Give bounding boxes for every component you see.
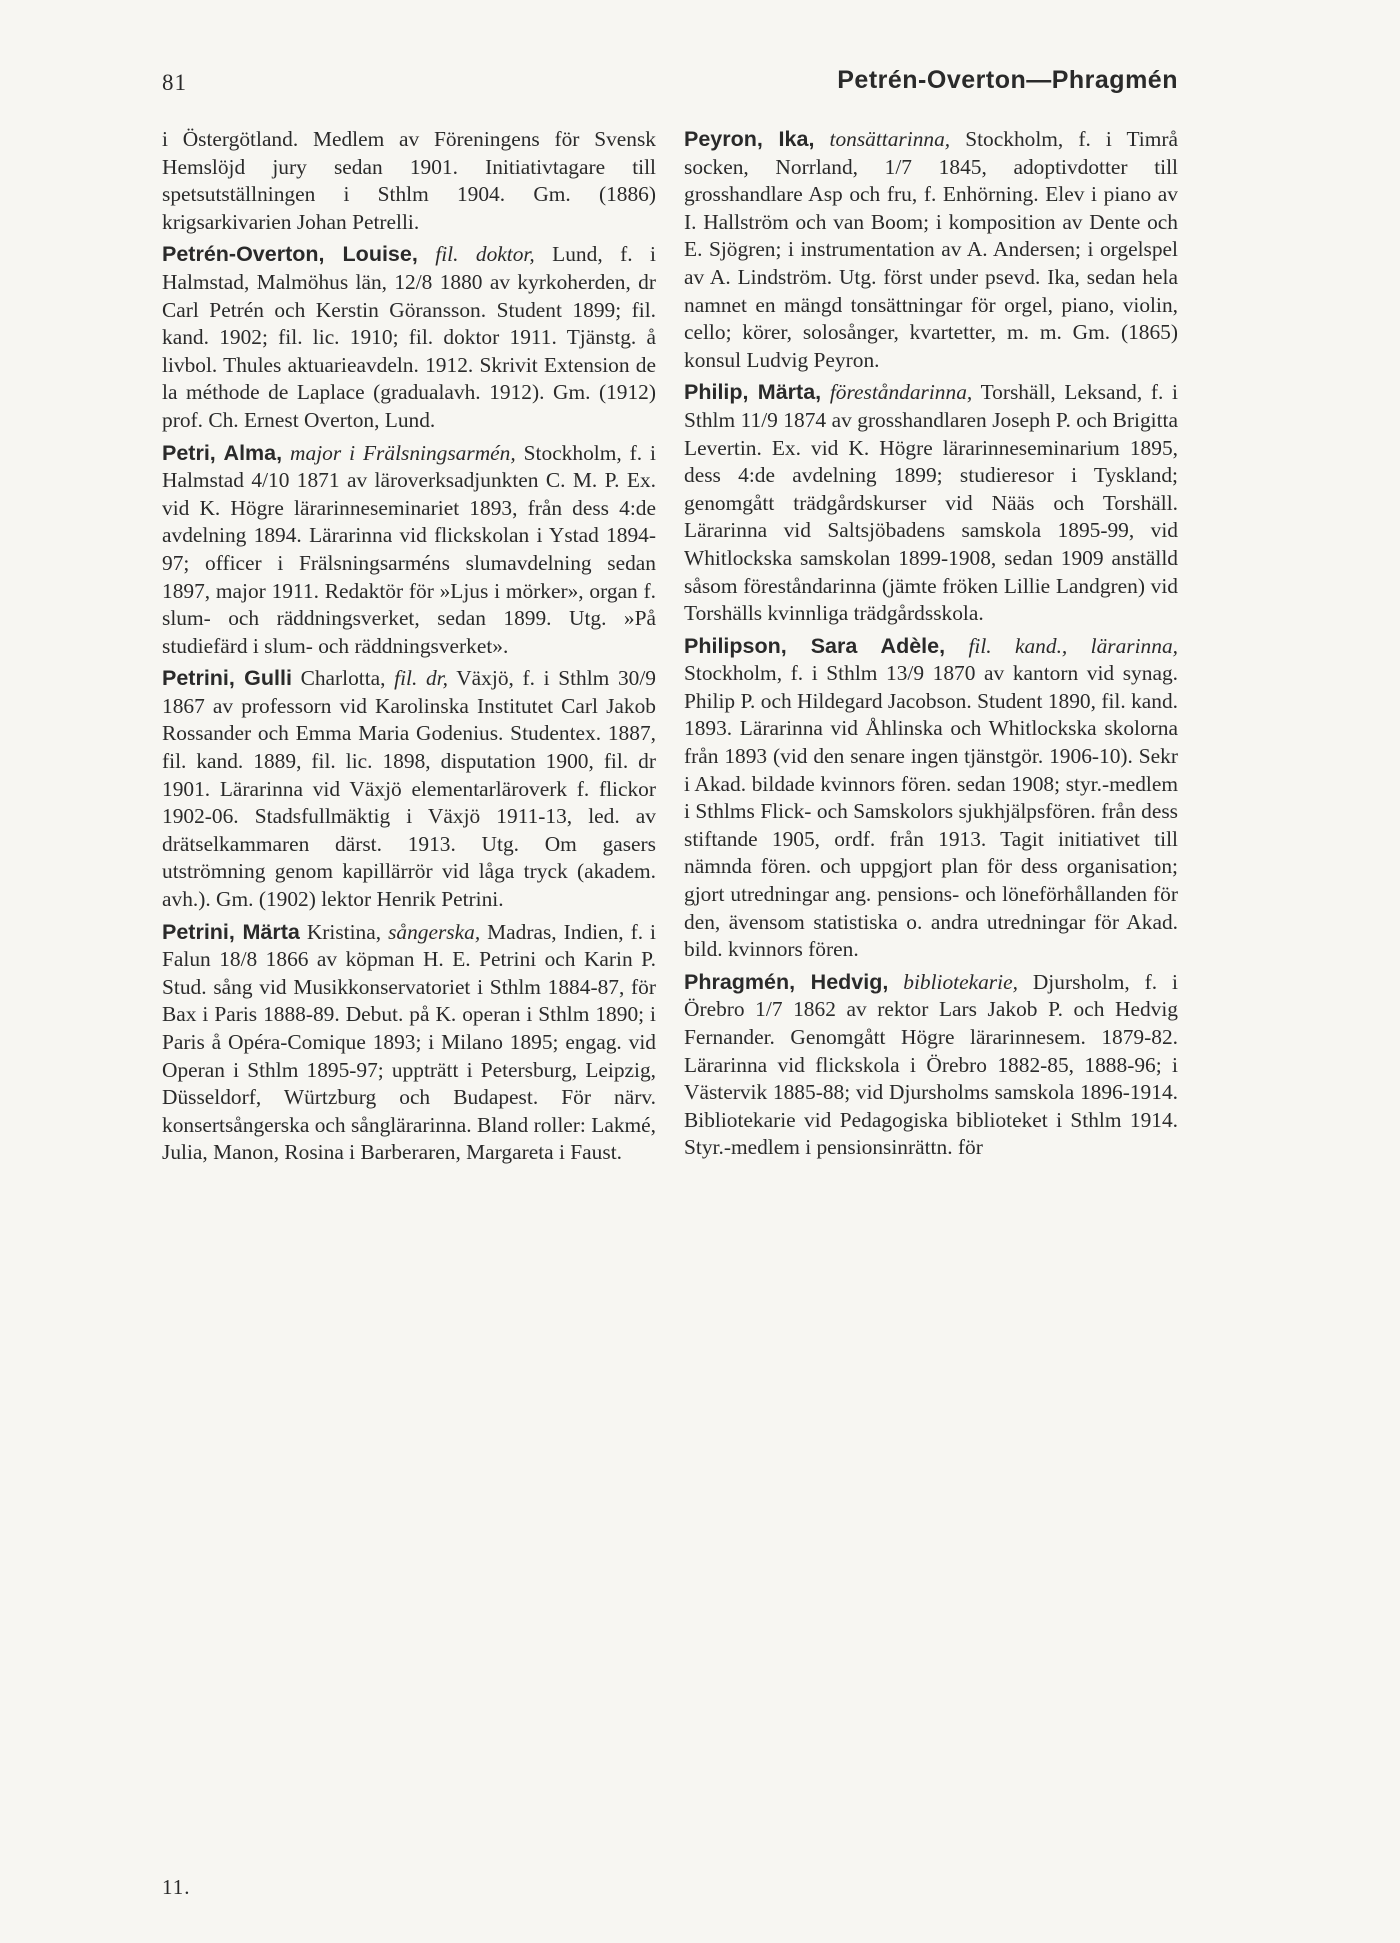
entry-occupation: major i Frälsningsarmén, — [290, 440, 516, 465]
entry-petrini-marta — [162, 919, 656, 1167]
entry-petri-alma — [162, 440, 656, 661]
entry-petren-overton — [162, 241, 656, 434]
entry-occupation: fil. dr, — [394, 666, 448, 691]
entry-phragmen-hedvig — [684, 969, 1178, 1162]
page-number: 81 — [162, 70, 187, 95]
entry-text: i Östergötland. Medlem av Föreningens för Svensk Hemslöjd jury sedan 1901. Initiativtagare till spetsutställningen i Sthlm 1904. Gm. (1886) krigsarkivarien Johan Petrelli. — [162, 127, 656, 234]
entry-text: Stockholm, f. i Sthlm 13/9 1870 av kantorn vid synag. Philip P. och Hildegard Jacobson. Student 1890, fil. kand. 1893. Lärarinna vid Åhlinska och Whitlockska skolorna från 1893 (vid den senare ingen tjänstgör. 1906-10). Sekr i Akad. bildade kvinnors fören. sedan 1908; styr.-medlem i Sthlms Flick- och Samskolors sjukhjälpsfören. från dess stiftande 1905, ordf. från 1913. Tagit initiativet till nämnda fören. och uppgjort plan för dess organisation; gjort utredningar ang. pensions- och löneförhållanden för den, ävensom statistiska o. andra utredningar för Akad. bild. kvinnors fören. — [684, 661, 1178, 962]
entry-occupation: fil. doktor, — [435, 242, 535, 267]
entry-occupation: föreståndarinna, — [829, 380, 973, 405]
entry-headword: Petrini, Märta — [162, 919, 300, 944]
entry-text: Lund, f. i Halmstad, Malmöhus län, 12/8 1880 av kyrkoherden, dr Carl Petrén och Kerstin Göransson. Student 1899; fil. kand. 1902; fil. lic. 1910; fil. doktor 1911. Tjänstg. å livbol. Thules aktuarieavdeln. 1912. Skrivit Extension de la méthode de Laplace (gradualavh. 1912). Gm. (1912) prof. Ch. Ernest Overton, Lund. — [162, 242, 656, 432]
entry-occupation: tonsättarinna, — [829, 127, 951, 151]
entry-continuation — [162, 126, 656, 236]
entry-headword: Philip, Märta, — [684, 380, 822, 405]
entry-text: Torshäll, Leksand, f. i Sthlm 11/9 1874 av grosshandlaren Joseph P. och Brigitta Levertin. Ex. vid K. Högre lärarinneseminarium 1895, dess 4:de avdelning 1899; studieresor i Tyskland; genomgått trädgårdskurser vid Nääs och Torshäll. Lärarinna vid Saltsjöbadens samskola 1895-99, vid Whitlockska samskolan 1899-1908, sedan 1909 anställd såsom föreståndarinna (jämte fröken Lillie Landgren) vid Torshälls kvinnliga trädgårdsskola. — [684, 380, 1178, 626]
entry-headword: Phragmén, Hedvig, — [684, 969, 889, 994]
entry-text: Stockholm, f. i Timrå socken, Norrland, 1/7 1845, adoptivdotter till grosshandlare Asp och fru, f. Enhörning. Elev i piano av I. Hallström och van Boom; i komposition av Dente och E. Sjögren; i instrumentation av A. Andersen; i orgelspel av A. Lindström. Utg. först under psevd. Ika, sedan hela namnet en mängd tonsättningar för orgel, piano, violin, cello; körer, solosånger, kvartetter, m. m. Gm. (1865) konsul Ludvig Peyron. — [684, 127, 1178, 372]
entry-occupation: fil. kand., lärarinna, — [968, 633, 1178, 658]
left-column — [162, 126, 656, 1172]
entry-headword: Petrini, Gulli — [162, 666, 292, 691]
entry-given-names: Kristina, — [306, 919, 389, 944]
running-head: Petrén-Overton—Phragmén — [837, 66, 1178, 94]
entry-philip-marta — [684, 379, 1178, 627]
entry-occupation: bibliotekarie, — [903, 969, 1018, 994]
entry-headword: Peyron, Ika, — [684, 127, 815, 151]
entry-given-names: Charlotta, — [300, 666, 395, 691]
right-column — [684, 126, 1178, 1167]
entry-headword: Philipson, Sara Adèle, — [684, 633, 946, 658]
entry-text: Stockholm, f. i Halmstad 4/10 1871 av läroverksadjunkten C. M. P. Ex. vid K. Högre lärarinneseminariet 1893, från dess 4:de avdelning 1894. Lärarinna vid flickskolan i Ystad 1894-97; officer i Frälsningsarméns slumavdelning sedan 1897, major 1911. Redaktör för »Ljus i mörker», organ f. slum- och räddningsverket, sedan 1899. Utg. »På studiefärd i slum- och räddningsverket». — [162, 440, 656, 658]
entry-text: Djursholm, f. i Örebro 1/7 1862 av rektor Lars Jakob P. och Hedvig Fernander. Genomgått Högre lärarinnesem. 1879-82. Lärarinna vid flickskola i Örebro 1882-85, 1888-96; i Västervik 1885-88; vid Djursholms samskola 1896-1914. Bibliotekarie vid Pedagogiska biblioteket i Sthlm 1914. Styr.-medlem i pensionsinrättn. för — [684, 969, 1178, 1160]
entry-headword: Petrén-Overton, Louise, — [162, 242, 418, 267]
entry-petrini-gulli — [162, 665, 656, 913]
entry-occupation: sångerska, — [388, 919, 481, 944]
entry-headword: Petri, Alma, — [162, 440, 283, 465]
entry-peyron-ika — [684, 126, 1178, 374]
printer-signature: 11. — [162, 1875, 191, 1899]
entry-philipson-sara — [684, 633, 1178, 964]
entry-text: Växjö, f. i Sthlm 30/9 1867 av professorn vid Karolinska Institutet Carl Jakob Rossander och Emma Maria Godenius. Studentex. 1887, fil. kand. 1889, fil. lic. 1898, disputation 1900, fil. dr 1901. Lärarinna vid Växjö elementarläroverk f. flickor 1902-06. Stadsfullmäktig i Växjö 1911-13, led. av drätselkammaren därst. 1913. Utg. Om gasers utströmning genom kapillärrör vid låga tryck (akadem. avh.). Gm. (1902) lektor Henrik Petrini. — [162, 666, 656, 912]
entry-text: Madras, Indien, f. i Falun 18/8 1866 av köpman H. E. Petrini och Karin P. Stud. sång vid Musikkonservatoriet i Sthlm 1884-87, för Bax i Paris 1888-89. Debut. på K. operan i Sthlm 1890; i Paris å Opéra-Comique 1893; i Milano 1895; engag. vid Operan i Sthlm 1895-97; uppträtt i Petersburg, Leipzig, Düsseldorf, Würtzburg och Budapest. För närv. konsertsångerska och sånglärarinna. Bland roller: Lakmé, Julia, Manon, Rosina i Barberaren, Margareta i Faust. — [162, 919, 657, 1165]
